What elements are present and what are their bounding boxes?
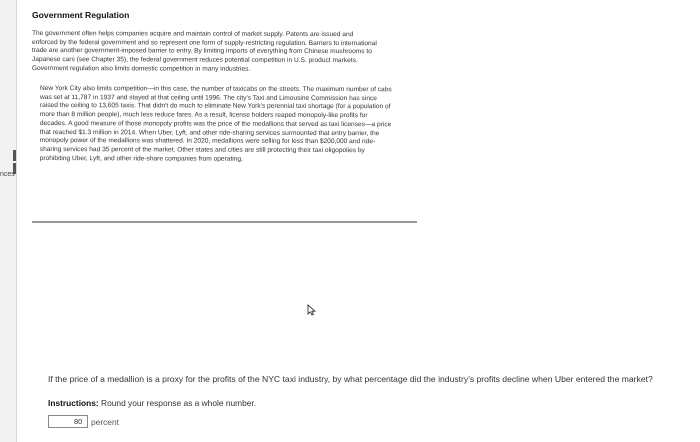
article-divider [32,221,417,223]
question-text: If the price of a medallion is a proxy for the profits of the NYC taxi industry, by what percentage did the industry's profits decline when Uber entered the market? [48,374,653,384]
sidebar-marker [13,150,16,161]
article-title: Government Regulation [32,10,130,20]
answer-input[interactable] [48,415,88,428]
instructions-text: Round your response as a whole number. [98,398,257,408]
article-paragraph-2: New York City also limits competition—in this case, the number of taxicabs on the streets. The maximum number of cabs was set at 11,787 in 1937 and stayed at that ceiling until 1996. The city's Taxi and Limousine Commission has since raised the ceiling to 13,605 taxis. That didn't do much to eliminate New York's perennial taxi shortage (for a population of more than 8 million people), much less reduce fares. As a result, license holders reaped monopoly-like profits for decades. A good measure of those monopoly profits was the price of the medallions that served as taxi licenses—a price that reached $1.3 million in 2014. When Uber, Lyft, and other ride-sharing services surmounted that entry barrier, the monopoly power of the medallions was shattered. In 2020, medallions were selling for less than $200,000 and ride-sharing services had 35 percent of the market. Other states and cities are still protecting their taxi oligopolies by prohibiting Uber, Lyft, and other ride-share companies from operating. [39,84,392,162]
instructions-label: Instructions: [48,398,99,408]
left-sidebar [0,0,17,442]
instructions [48,398,256,408]
pointer-cursor-icon [307,303,316,321]
answer-row [48,415,119,428]
article-excerpt [32,10,422,163]
sidebar-label: nces [0,171,15,178]
answer-unit: percent [91,416,119,427]
article-paragraph-1: The government often helps companies acquire and maintain control of market supply. Patents are issued and enforced by the federal government and so represent one form of supply-restricting regulation. Barriers to international trade are another government-imposed barrier to entry. By limiting imports of everything from Chinese mushrooms to Japanese cars (see Chapter 35), the federal government reduces potential competition in U.S. product markets. Government regulation also limits domestic competition in many industries. [31,30,377,73]
